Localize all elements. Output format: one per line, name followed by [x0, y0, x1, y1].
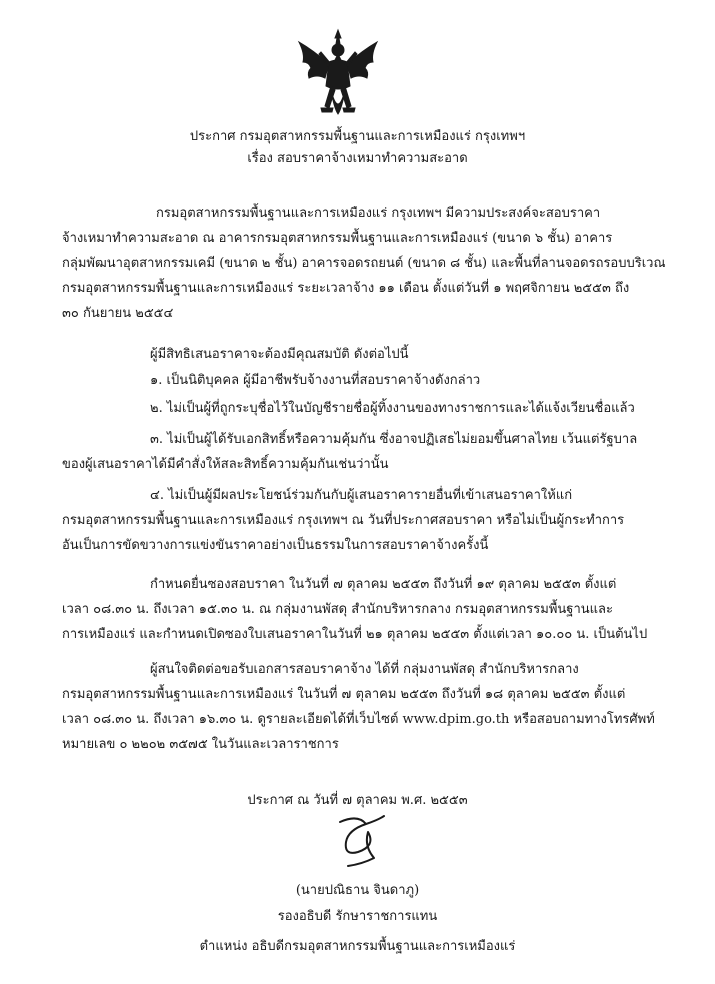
handwritten-signature [318, 812, 398, 872]
intro-line: กรมอุตสาหกรรมพื้นฐานและการเหมืองแร่ กรุงเทพฯ มีความประสงค์จะสอบราคา [156, 206, 601, 221]
qualification-item: ๔. ไม่เป็นผู้มีผลประโยชน์ร่วมกันกับผู้เสนอราคารายอื่นที่เข้าเสนอราคาให้แก่ [150, 488, 573, 503]
intro-line: กลุ่มพัฒนาอุตสาหกรรมเคมี (ขนาด ๒ ชั้น) อาคารจอดรถยนต์ (ขนาด ๘ ชั้น) และพื้นที่ลานจอดรถรอบบริเวณ [62, 256, 666, 271]
announcement-subject: เรื่อง สอบราคาจ้างเหมาทำความสะอาด [247, 151, 468, 166]
announcement-date: ประกาศ ณ วันที่ ๗ ตุลาคม พ.ศ. ๒๕๕๓ [247, 793, 468, 808]
qualification-item: ๓. ไม่เป็นผู้ได้รับเอกสิทธิ์หรือความคุ้มกัน ซึ่งอาจปฏิเสธไม่ยอมขึ้นศาลไทย เว้นแต่รัฐบาล [150, 432, 638, 447]
submission-line: กำหนดยื่นซองสอบราคา ในวันที่ ๗ ตุลาคม ๒๕๕๓ ถึงวันที่ ๑๙ ตุลาคม ๒๕๕๓ ตั้งแต่ [150, 577, 617, 592]
garuda-emblem-icon [295, 28, 381, 120]
intro-line: ๓๐ กันยายน ๒๕๕๔ [62, 306, 174, 321]
qualification-item: กรมอุตสาหกรรมพื้นฐานและการเหมืองแร่ กรุงเทพฯ ณ วันที่ประกาศสอบราคา หรือไม่เป็นผู้กระทำการ [62, 513, 625, 528]
intro-line: กรมอุตสาหกรรมพื้นฐานและการเหมืองแร่ ระยะเวลาจ้าง ๑๑ เดือน ตั้งแต่วันที่ ๑ พฤศจิกายน ๒๕๕๓ ถึง [62, 281, 630, 296]
qualifications-intro: ผู้มีสิทธิเสนอราคาจะต้องมีคุณสมบัติ ดังต่อไปนี้ [150, 347, 409, 362]
contact-line: เวลา ๐๘.๓๐ น. ถึงเวลา ๑๖.๓๐ น. ดูรายละเอียดได้ที่เว็บไซต์ www.dpim.go.th หรือสอบถามทางโทรศัพท์ [62, 712, 655, 727]
qualification-item: ๑. เป็นนิติบุคคล ผู้มีอาชีพรับจ้างงานที่สอบราคาจ้างดังกล่าว [150, 373, 481, 388]
qualification-item: อันเป็นการขัดขวางการแข่งขันราคาอย่างเป็นธรรมในการสอบราคาจ้างครั้งนี้ [62, 538, 489, 553]
qualification-item: ๒. ไม่เป็นผู้ที่ถูกระบุชื่อไว้ในบัญชีรายชื่อผู้ทิ้งงานของทางราชการและได้แจ้งเวียนชื่อแล้ว [150, 401, 635, 416]
submission-line: เวลา ๐๘.๓๐ น. ถึงเวลา ๑๕.๓๐ น. ณ กลุ่มงานพัสดุ สำนักบริหารกลาง กรมอุตสาหกรรมพื้นฐานและ [62, 602, 613, 617]
announcement-title: ประกาศ กรมอุตสาหกรรมพื้นฐานและการเหมืองแร่ กรุงเทพฯ [189, 129, 526, 144]
contact-line: หมายเลข ๐ ๒๒๐๒ ๓๕๗๕ ในวันและเวลาราชการ [62, 737, 339, 752]
signer-position: ตำแหน่ง อธิบดีกรมอุตสาหกรรมพื้นฐานและการเหมืองแร่ [199, 939, 516, 954]
submission-line: การเหมืองแร่ และกำหนดเปิดซองใบเสนอราคาในวันที่ ๒๑ ตุลาคม ๒๕๕๓ ตั้งแต่เวลา ๑๐.๐๐ น. เป็นต้นไป [62, 627, 648, 642]
qualification-item: ของผู้เสนอราคาได้มีคำสั่งให้สละสิทธิ์ความคุ้มกันเช่นว่านั้น [62, 457, 389, 472]
intro-line: จ้างเหมาทำความสะอาด ณ อาคารกรมอุตสาหกรรมพื้นฐานและการเหมืองแร่ (ขนาด ๖ ชั้น) อาคาร [62, 231, 613, 246]
contact-line: ผู้สนใจติดต่อขอรับเอกสารสอบราคาจ้าง ได้ที่ กลุ่มงานพัสดุ สำนักบริหารกลาง [150, 662, 579, 677]
signer-name: (นายปณิธาน จินดาภู) [295, 883, 420, 898]
contact-line: กรมอุตสาหกรรมพื้นฐานและการเหมืองแร่ ในวันที่ ๗ ตุลาคม ๒๕๕๓ ถึงวันที่ ๑๘ ตุลาคม ๒๕๕๓ ตั้งแต่ [62, 687, 626, 702]
signer-role: รองอธิบดี รักษาราชการแทน [277, 909, 438, 924]
